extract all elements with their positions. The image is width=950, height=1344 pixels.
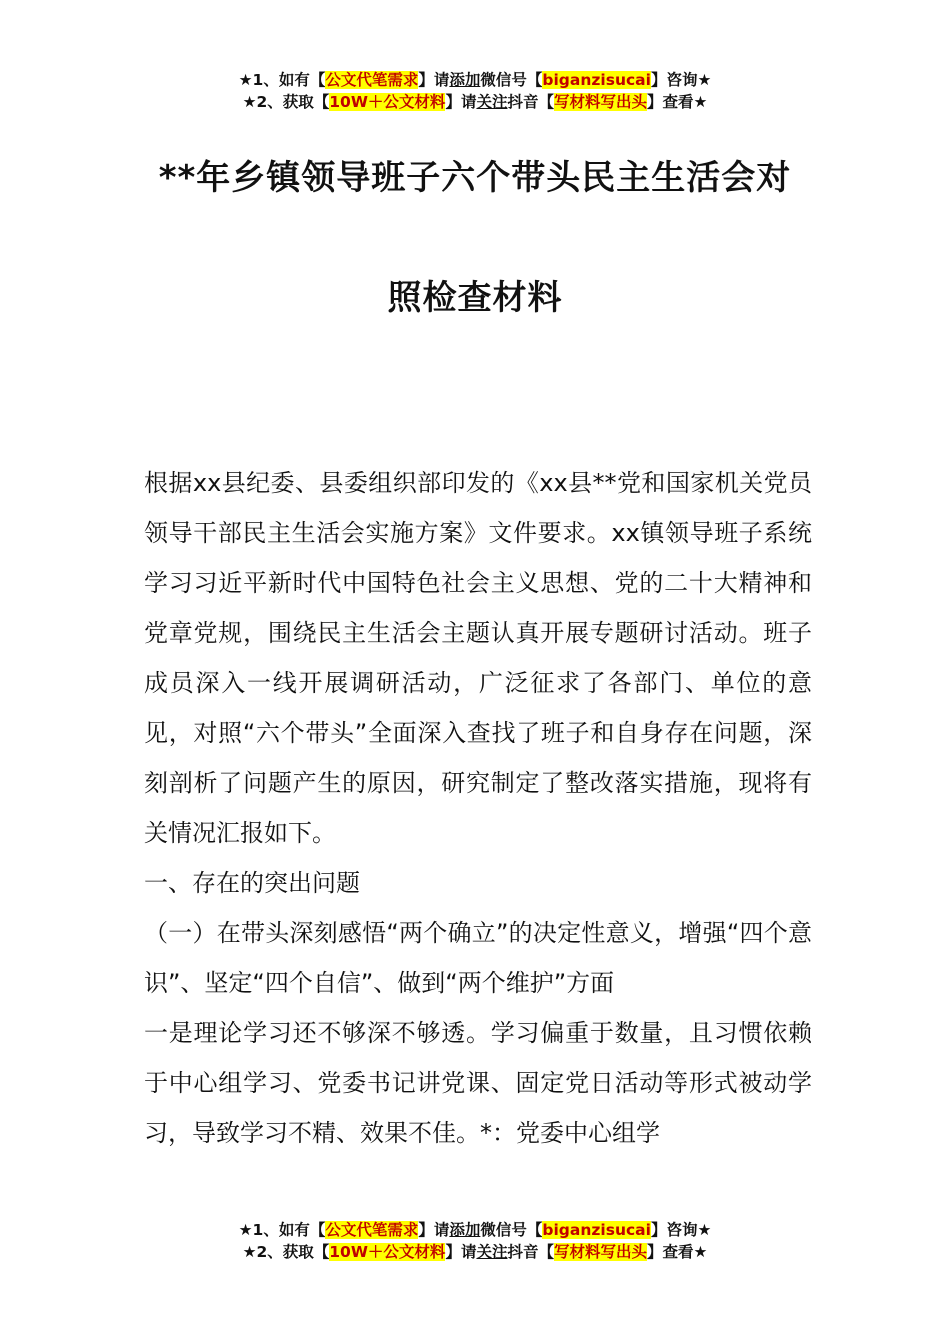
highlight-materials: 10W＋公文材料 bbox=[329, 1243, 446, 1261]
highlight-douyin-id: 写材料写出头 bbox=[553, 1243, 647, 1261]
banner-line-2: ★2、获取【10W＋公文材料】请关注抖音【写材料写出头】查看★ bbox=[242, 93, 708, 111]
footer-banner bbox=[0, 1219, 950, 1263]
highlight-service: 公文代笔需求 bbox=[325, 1221, 419, 1239]
highlight-materials: 10W＋公文材料 bbox=[329, 93, 446, 111]
banner-line-2: ★2、获取【10W＋公文材料】请关注抖音【写材料写出头】查看★ bbox=[242, 1243, 708, 1261]
highlight-wechat-id: biganzisucai bbox=[542, 1221, 651, 1239]
header-banner bbox=[0, 69, 950, 113]
highlight-service: 公文代笔需求 bbox=[325, 71, 419, 89]
body-paragraph: 一是理论学习还不够深不够透。学习偏重于数量，且习惯依赖于中心组学习、党委书记讲党课、固定党日活动等形式被动学习，导致学习不精、效果不佳。*：党委中心组学 bbox=[144, 1019, 812, 1147]
highlight-douyin-id: 写材料写出头 bbox=[553, 93, 647, 111]
document-title-line-1: **年乡镇领导班子六个带头民主生活会对 bbox=[158, 158, 792, 198]
intro-paragraph: 根据xx县纪委、县委组织部印发的《xx县**党和国家机关党员领导干部民主生活会实施方案》文件要求。xx镇领导班子系统学习习近平新时代中国特色社会主义思想、党的二十大精神和党章党规，围绕民主生活会主题认真开展专题研讨活动。班子成员深入一线开展调研活动，广泛征求了各部门、单位的意见，对照“六个带头”全面深入查找了班子和自身存在问题，深刻剖析了问题产生的原因，研究制定了整改落实措施，现将有关情况汇报如下。 bbox=[144, 469, 812, 847]
subsection-heading: （一）在带头深刻感悟“两个确立”的决定性意义，增强“四个意识”、坚定“四个自信”、做到“两个维护”方面 bbox=[144, 919, 812, 997]
section-heading: 一、存在的突出问题 bbox=[144, 869, 360, 897]
document-title-line-2: 照检查材料 bbox=[387, 278, 563, 318]
document-body bbox=[144, 458, 812, 1158]
highlight-wechat-id: biganzisucai bbox=[542, 71, 651, 89]
banner-line-1: ★1、如有【公文代笔需求】请添加微信号【biganzisucai】咨询★ bbox=[238, 1221, 712, 1239]
banner-line-1: ★1、如有【公文代笔需求】请添加微信号【biganzisucai】咨询★ bbox=[238, 71, 712, 89]
